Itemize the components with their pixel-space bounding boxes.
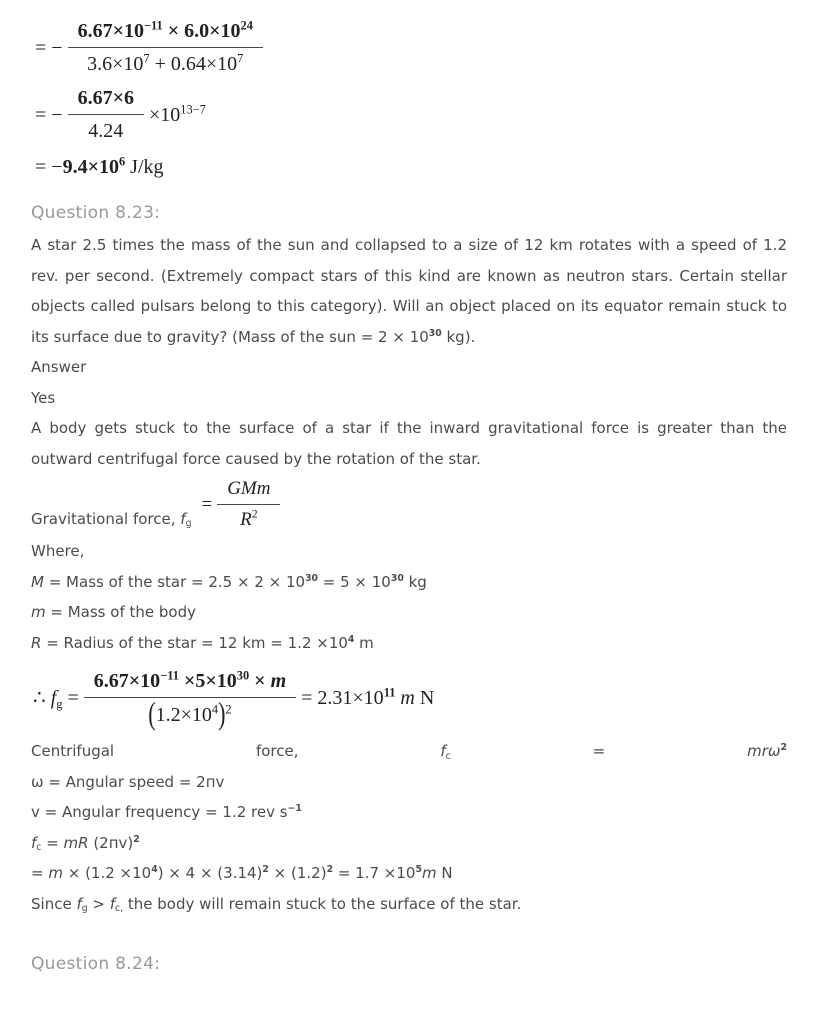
where-label: Where, xyxy=(31,542,85,560)
math-line-fraction-2: = − $\frac{6.67\times 6}{4.24}$ $\times 10^{13-7}$ xyxy=(35,87,206,142)
fc-evaluation-line: = $m \times (1.2 \times 10^4) \times 4 \times (3.14)^2 \times (1.2)^2 = 1.7 \times 10^5m$ N xyxy=(31,864,453,882)
fc-symbol: fc xyxy=(440,742,451,762)
answer-intro-paragraph: A body gets stuck to the surface of a star if the inward gravitational force is greater than the outward centrifugal force caused by the rotation of the star. xyxy=(31,419,787,468)
equals-sign: = xyxy=(592,742,606,760)
math-block-potential xyxy=(35,18,787,180)
radius-of-star-line: R = Radius of the star = 12 km = $1.2 \times 10^4$ m xyxy=(31,633,374,652)
question-8-23-heading: Question 8.23: xyxy=(31,203,161,223)
angular-speed-line: ω = Angular speed = 2пv xyxy=(31,772,225,791)
math-line-result: = $-9.4\times 10^6$ J/kg xyxy=(35,154,164,178)
gravitational-force-formula: = $\frac{\text{GMm}}{R^2}$ xyxy=(201,477,285,532)
math-line-fraction-1: = − $\frac{6.67\times 10^{-11} \times 6.0\times 10^{24}}{3.6\times 10^7 + 0.64\times 10^7}$ xyxy=(35,18,787,77)
fc-equation-line: fc = mR $(2пv)^2$ xyxy=(31,833,140,854)
force-word: force, xyxy=(255,742,299,760)
angular-frequency-line: v = Angular frequency = 1.2 rev $s^{-1}$ xyxy=(31,803,302,821)
mass-of-body-line: m = Mass of the body xyxy=(31,603,196,621)
answer-yes: Yes xyxy=(31,388,56,407)
centrifugal-word: Centrifugal xyxy=(31,742,115,760)
question-8-23-text: A star 2.5 times the mass of the sun and collapsed to a size of 12 km rotates with a speed of 1.2 rev. per second. (Extremely compact stars of this kind are known as neutron stars. Certain stellar objects called pulsars belong to this category). Will an object placed on its equator remain stuck to its surface due to gravity? (Mass of the sun = $2 \times 10^{30}$ kg). xyxy=(31,236,787,346)
answer-label: Answer xyxy=(31,358,87,376)
centrifugal-force-line xyxy=(31,736,787,767)
gravitational-force-line xyxy=(31,476,787,534)
conclusion-line: Since fg > fc, the body will remain stuck to the surface of the star. xyxy=(31,894,522,915)
mr-omega-squared: mrω$^2$ xyxy=(747,742,787,760)
mass-of-star-line: M = Mass of the star = $2.5 \times 2 \times 10^{30} = 5 \times 10^{30}$ kg xyxy=(31,572,427,591)
gravitational-force-label: Gravitational force, fg xyxy=(31,509,192,530)
fg-display-formula: ∴ fg = $\frac{6.67\times 10^{-11} \times 5\times 10^{30} \times m}{(1.2\times 10^4)^2}$ = $2.31\times 10^{11}$ m N xyxy=(33,668,435,732)
question-8-24-heading: Question 8.24: xyxy=(31,954,161,974)
